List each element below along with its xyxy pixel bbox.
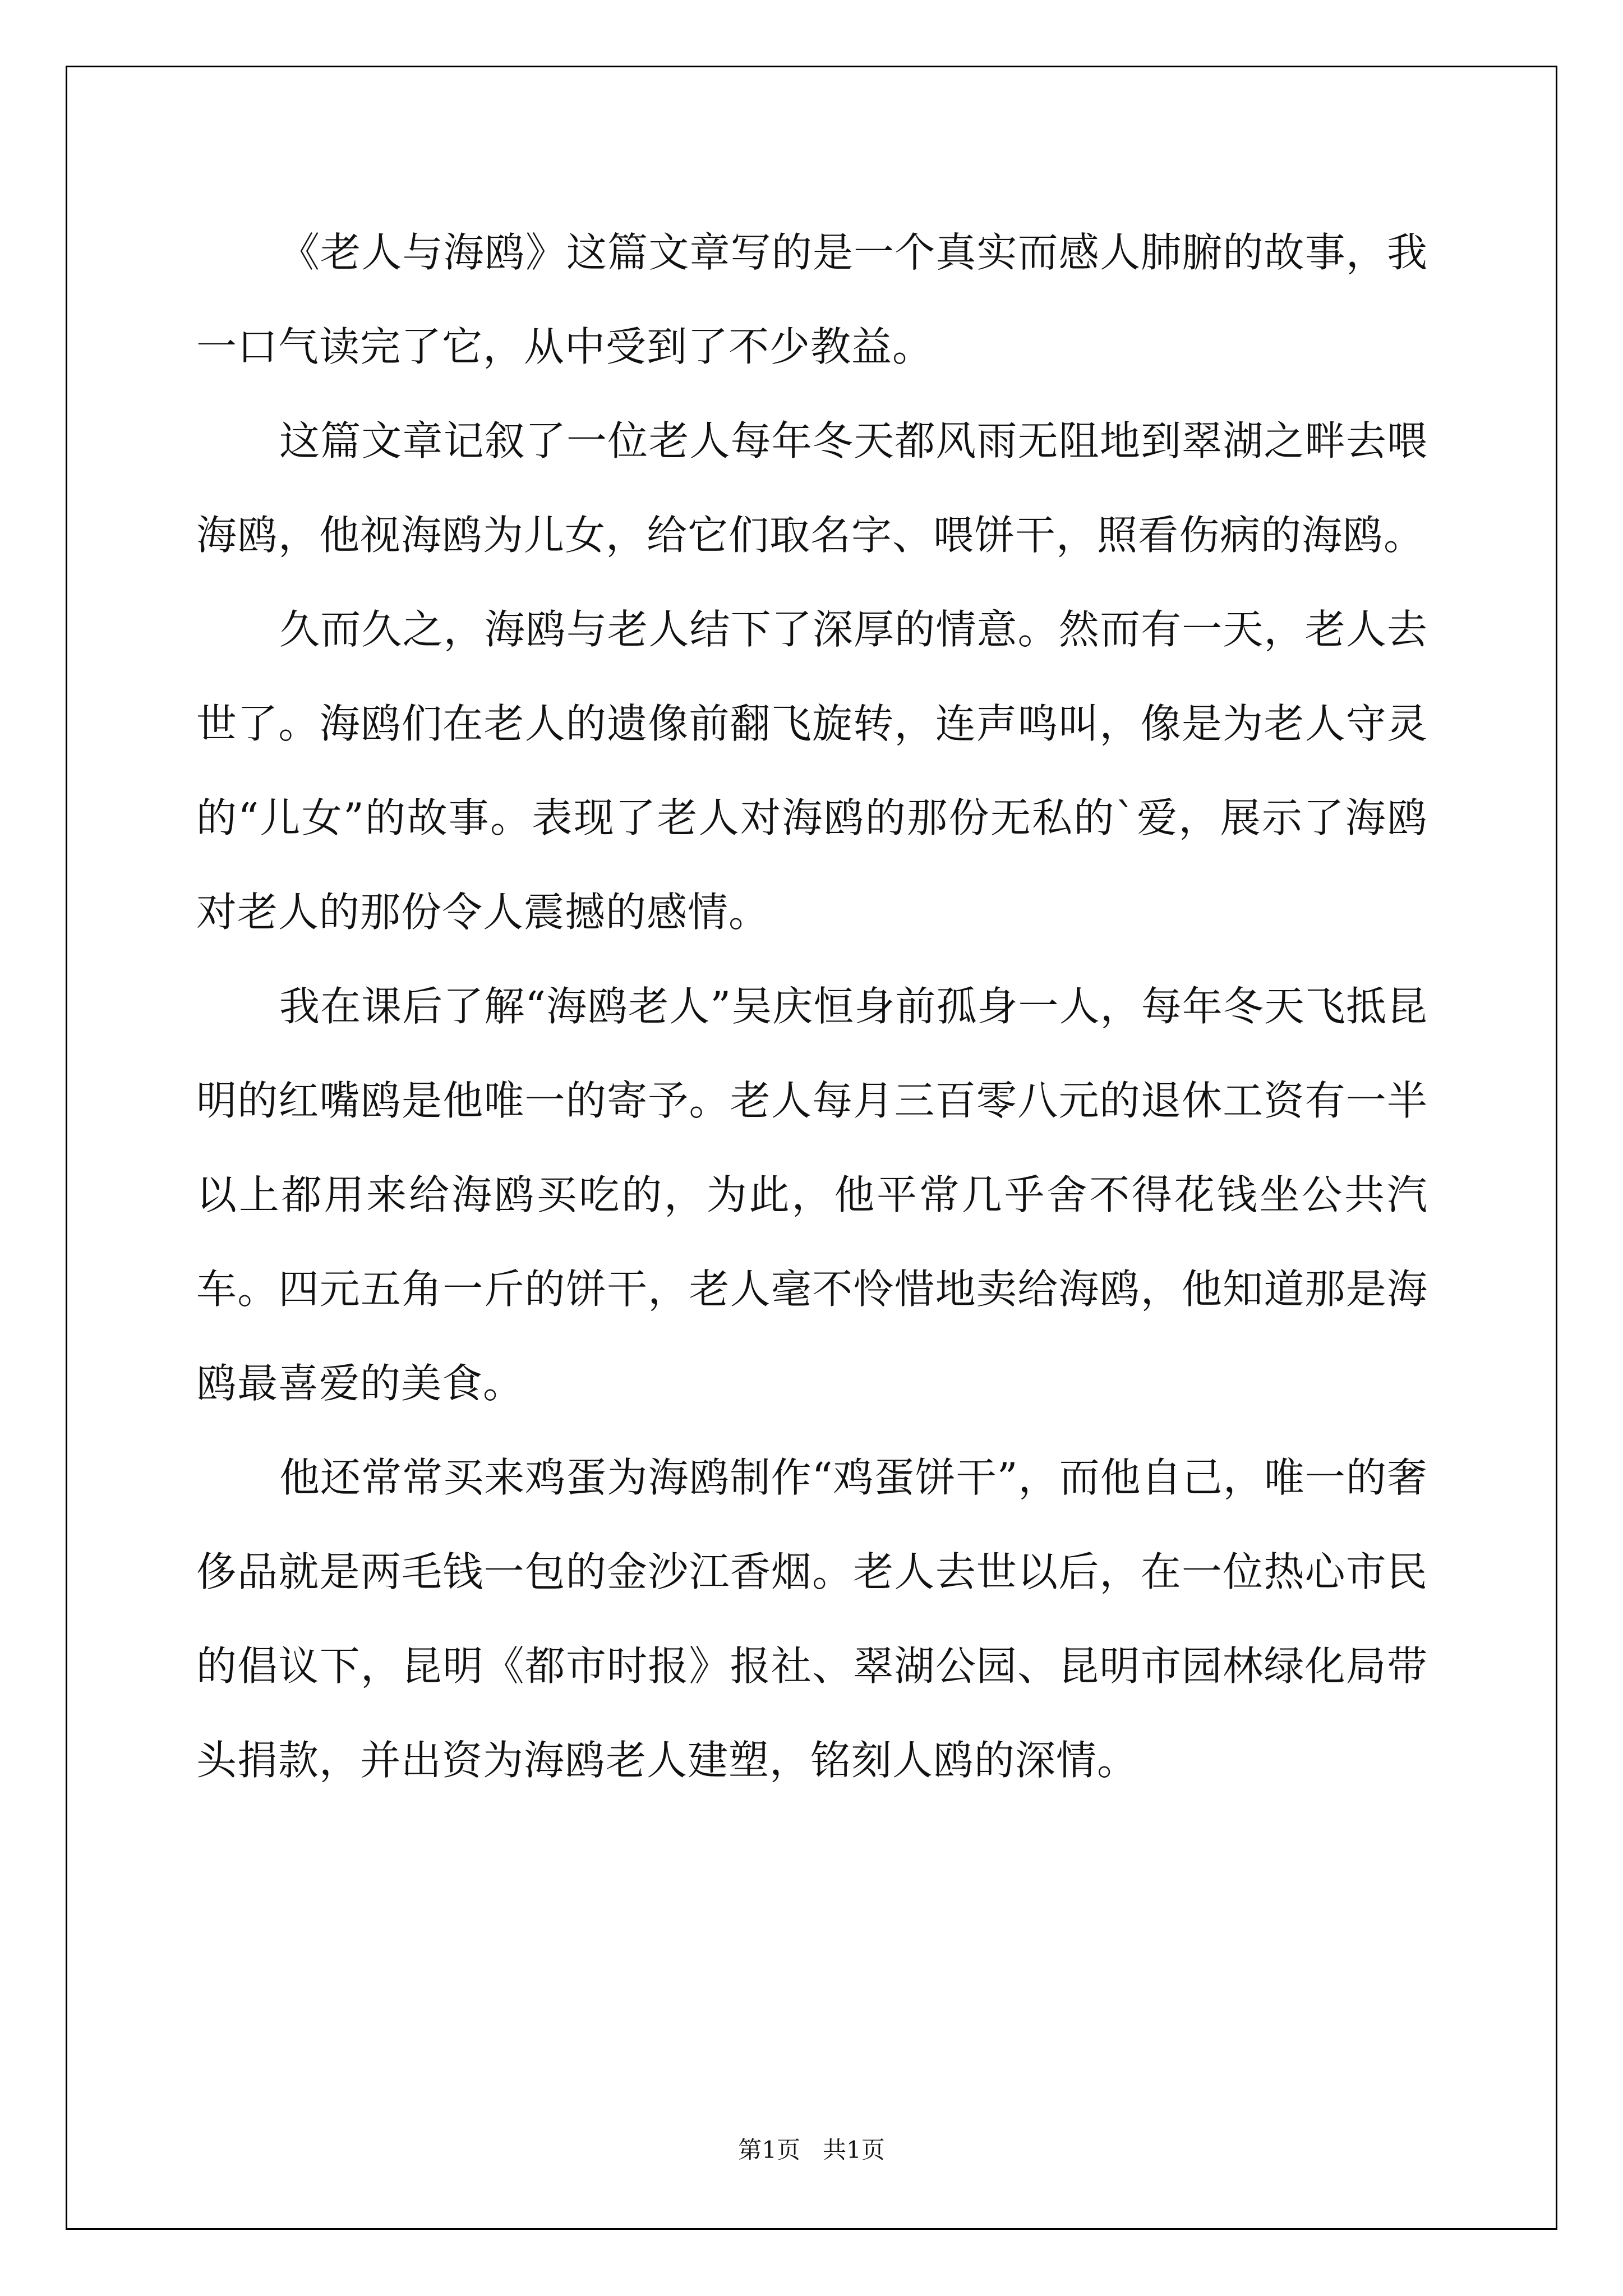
page-number-footer: 第1页 共1页 [738, 2136, 885, 2164]
paragraph: 这篇文章记叙了一位老人每年冬天都风雨无阻地到翠湖之畔去喂海鸥，他视海鸥为儿女，给它们取名字、喂饼干，照看伤病的海鸥。 [196, 417, 1428, 559]
paragraph: 久而久之，海鸥与老人结下了深厚的情意。然而有一天，老人去世了。海鸥们在老人的遗像前翻飞旋转，连声鸣叫，像是为老人守灵的“儿女”的故事。表现了老人对海鸥的那份无私的`爱，展示了海鸥对老人的那份令人震撼的感情。 [196, 606, 1428, 936]
paragraph: 他还常常买来鸡蛋为海鸥制作“鸡蛋饼干”，而他自己，唯一的奢侈品就是两毛钱一包的金沙江香烟。老人去世以后，在一位热心市民的倡议下，昆明《都市时报》报社、翠湖公园、昆明市园林绿化局带头捐款，并出资为海鸥老人建塑，铭刻人鸥的深情。 [196, 1454, 1428, 1784]
document-body [196, 205, 1428, 1807]
paragraph: 我在课后了解“海鸥老人”吴庆恒身前孤身一人，每年冬天飞抵昆明的红嘴鸥是他唯一的寄予。老人每月三百零八元的退休工资有一半以上都用来给海鸥买吃的，为此，他平常几乎舍不得花钱坐公共汽车。四元五角一斤的饼干，老人毫不怜惜地卖给海鸥，他知道那是海鸥最喜爱的美食。 [196, 983, 1428, 1407]
paragraph: 《老人与海鸥》这篇文章写的是一个真实而感人肺腑的故事，我一口气读完了它，从中受到了不少教益。 [196, 229, 1428, 370]
